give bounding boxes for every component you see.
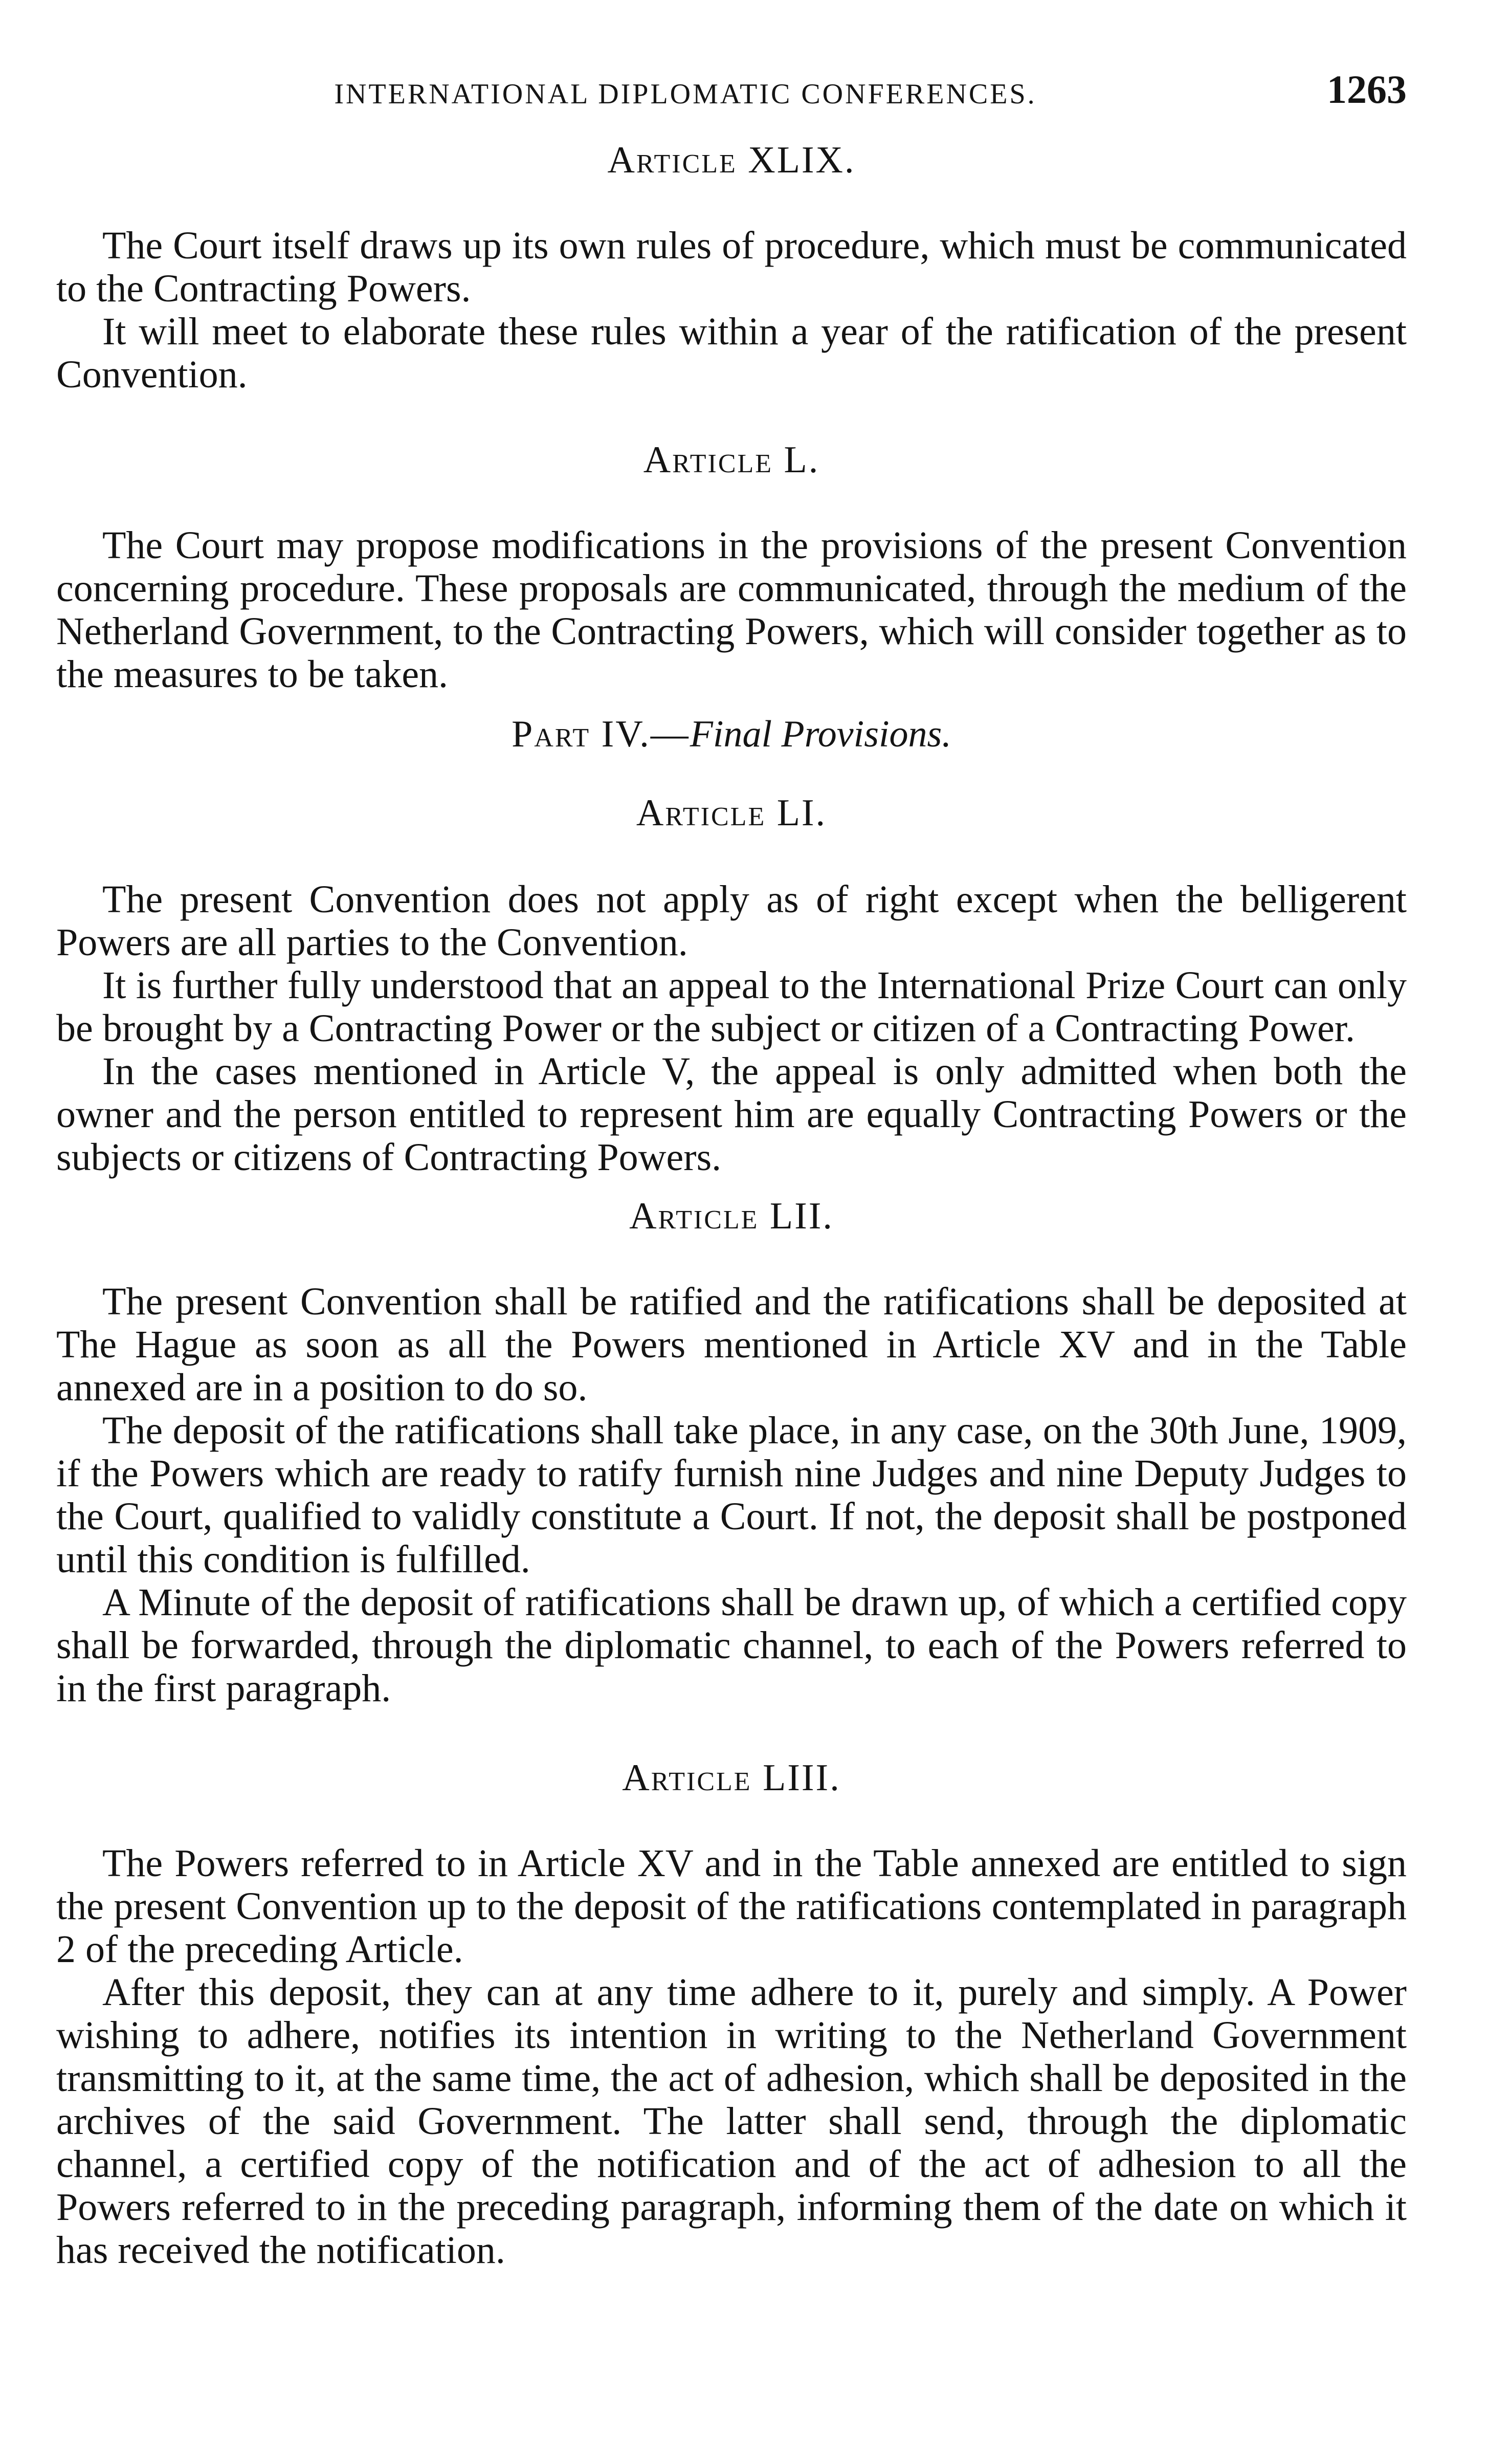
- article-l: [56, 441, 1407, 696]
- article-heading: Article LIII.: [622, 1757, 841, 1799]
- article-heading: Article LI.: [636, 792, 827, 834]
- article-li: [56, 715, 1407, 1179]
- paragraph: A Minute of the deposit of ratifications shall be drawn up, of which a certified copy shall be forwarded, through the diplomatic channel, to each of the Powers referred to in the first paragraph.: [56, 1581, 1407, 1710]
- article-heading: Article L.: [643, 439, 820, 481]
- running-header: [56, 67, 1407, 123]
- running-title: INTERNATIONAL DIPLOMATIC CONFERENCES.: [334, 78, 1037, 110]
- article-heading: Article XLIX.: [607, 139, 856, 181]
- document-page: [56, 67, 1407, 2303]
- paragraph: It is further fully understood that an appeal to the International Prize Court can only be brought by a Contracting Power or the subject or citizen of a Contracting Power.: [56, 964, 1407, 1050]
- paragraph: The Powers referred to in Article XV and in the Table annexed are entitled to sign the present Convention up to the deposit of the ratifications contemplated in paragraph 2 of the preceding Article.: [56, 1842, 1407, 1971]
- part-label: Part IV.—: [512, 713, 690, 755]
- page-number: 1263: [1327, 67, 1407, 112]
- paragraph: In the cases mentioned in Article V, the appeal is only admitted when both the owner and the person entitled to represent him are equally Contracting Powers or the subjects or citizens of Contracting Powers.: [56, 1050, 1407, 1179]
- article-liii: [56, 1759, 1407, 2272]
- paragraph: The deposit of the ratifications shall take place, in any case, on the 30th June, 1909, if the Powers which are ready to ratify furnish nine Judges and nine Deputy Judges to the Court, qualified to validly constitute a Court. If not, the deposit shall be postponed until this condition is fulfilled.: [56, 1409, 1407, 1581]
- article-lii: [56, 1197, 1407, 1710]
- paragraph: The Court may propose modifications in the provisions of the present Convention concerning procedure. These proposals are communicated, through the medium of the Netherland Government, to the Contracting Powers, which will consider together as to the measures to be taken.: [56, 524, 1407, 696]
- paragraph: It will meet to elaborate these rules within a year of the ratification of the present Convention.: [56, 310, 1407, 396]
- part-title: Final Provisions.: [690, 713, 951, 755]
- article-xlix: [56, 141, 1407, 396]
- part-heading: [56, 715, 1407, 753]
- paragraph: The Court itself draws up its own rules of procedure, which must be communicated to the Contracting Powers.: [56, 224, 1407, 310]
- paragraph: The present Convention shall be ratified and the ratifications shall be deposited at The Hague as soon as all the Powers mentioned in Article XV and in the Table annexed are in a position to do so.: [56, 1280, 1407, 1409]
- article-heading: Article LII.: [629, 1195, 834, 1237]
- paragraph: The present Convention does not apply as of right except when the belligerent Powers are all parties to the Convention.: [56, 878, 1407, 964]
- paragraph: After this deposit, they can at any time adhere to it, purely and simply. A Power wishing to adhere, notifies its intention in writing to the Netherland Government transmitting to it, at the same time, the act of adhesion, which shall be deposited in the archives of the said Government. The latter shall send, through the diplomatic channel, a certified copy of the notification and of the act of adhesion to all the Powers referred to in the preceding paragraph, informing them of the date on which it has received the notification.: [56, 1971, 1407, 2272]
